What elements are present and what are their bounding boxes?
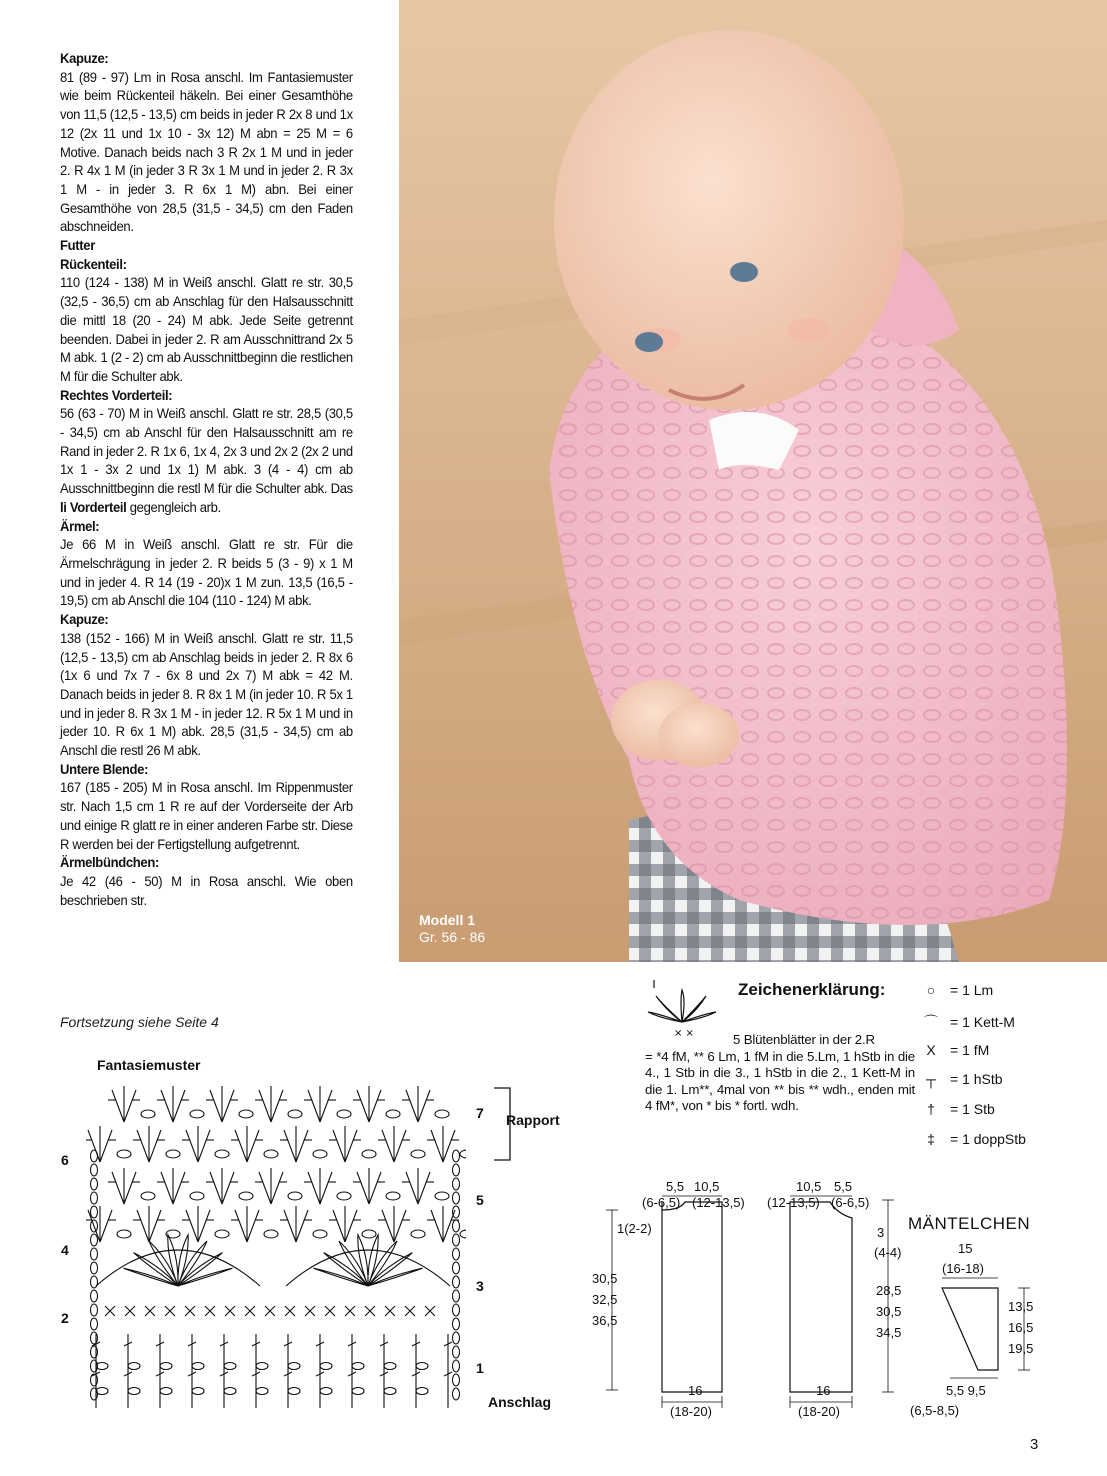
chain-stitch-mark [256, 1388, 268, 1395]
row-number-4: 4 [61, 1242, 69, 1258]
cluster-stitch-mark [112, 1168, 136, 1204]
single-crochet-mark [105, 1306, 115, 1316]
chain-stitch-mark [362, 1150, 376, 1158]
side-chain-mark [453, 1234, 460, 1246]
section-text-vorderteil: 56 (63 - 70) M in Weiß anschl. Glatt re str. 28,5 (30,5 - 34,5) cm ab Anschl für den Halsausschnitt am re Rand in jeder 2. R 1x 6, 1x 4, 2x 3 und 2x 2 (2x 2 und 1x 1 - 3x 2 und 1x 1) M abk. 3 (4 - 4) cm ab Ausschnittbeginn die restl M für die Schulter abk. Das li Vorderteil gegengleich arb. [60, 406, 353, 515]
section-text-aermel: Je 66 M in Weiß anschl. Glatt re str. Für die Ärmelschrägung in jeder 2. R beids 5 (3 - 9) x 1 M und in jeder 4. R 14 (19 - 20)x 1 M zun. 13,5 (16,5 - 19,5) cm ab Anschl die 104 (110 - 124) M abk. [60, 537, 353, 609]
row-number-6: 6 [61, 1152, 69, 1168]
cluster-stitch-mark [333, 1126, 357, 1162]
legend-item-chain: ○ = 1 Lm [922, 982, 993, 998]
chain-stitch-mark [224, 1388, 236, 1395]
section-heading-aermelbuendchen: Ärmelbündchen: [60, 855, 159, 871]
side-chain-mark [453, 1220, 460, 1232]
cluster-stitch-mark [406, 1168, 430, 1204]
cluster-stitch-mark [357, 1168, 381, 1204]
back-bottom-measure: 16 [688, 1383, 703, 1398]
treble-crochet-icon: ‡ [927, 1131, 935, 1147]
crochet-chart [86, 1076, 466, 1416]
cluster-stitch-mark [137, 1206, 161, 1242]
chain-stitch-mark [288, 1363, 300, 1370]
chain-stitch-mark [460, 1150, 466, 1158]
cluster-stitch-mark [333, 1206, 357, 1242]
front-height-3: 34,5 [876, 1325, 902, 1340]
chain-stitch-mark [460, 1230, 466, 1238]
page-number: 3 [1030, 1436, 1039, 1453]
legend-item-single-crochet: X = 1 fM [922, 1042, 989, 1058]
cluster-stitch-mark [235, 1126, 259, 1162]
back-height-1: 30,5 [592, 1271, 618, 1286]
front-neck-measure: 3 [877, 1225, 885, 1240]
cluster-stitch-mark [186, 1126, 210, 1162]
single-crochet-mark [345, 1306, 355, 1316]
side-chain-mark [453, 1150, 460, 1162]
side-chain-mark [453, 1374, 460, 1386]
chain-stitch-mark [288, 1110, 302, 1118]
single-crochet-mark [405, 1306, 415, 1316]
chain-icon: ○ [926, 982, 936, 998]
single-crochet-mark [185, 1306, 195, 1316]
chain-stitch-mark [313, 1230, 327, 1238]
side-chain-mark [453, 1192, 460, 1204]
cluster-stitch-mark [112, 1086, 136, 1122]
row-number-2: 2 [61, 1310, 69, 1326]
schematic-title: MÄNTELCHEN [908, 1214, 1031, 1233]
legend-item-slip-stitch: ⌒ = 1 Kett-M [924, 1014, 1015, 1030]
section-heading-kapuze-futter: Kapuze: [60, 612, 109, 628]
chain-stitch-mark [337, 1192, 351, 1200]
sleeve-bottom-measure: 5,5 9,5 [946, 1383, 986, 1398]
single-crochet-mark [265, 1306, 275, 1316]
back-height-3: 36,5 [592, 1313, 618, 1328]
side-chain-mark [453, 1388, 460, 1400]
chain-stitch-mark [362, 1230, 376, 1238]
chain-stitch-mark [411, 1230, 425, 1238]
chain-stitch-mark [264, 1150, 278, 1158]
cluster-stitch-mark [88, 1206, 112, 1242]
single-crochet-mark [205, 1306, 215, 1316]
side-chain-mark [91, 1304, 98, 1316]
sleeve-outline [942, 1288, 998, 1370]
cluster-stitch-mark [235, 1206, 259, 1242]
chain-stitch-mark [384, 1388, 396, 1395]
side-chain-mark [91, 1248, 98, 1260]
side-chain-mark [91, 1262, 98, 1274]
front-top-left-measure: 10,5 [796, 1179, 822, 1194]
chain-stitch-mark [190, 1110, 204, 1118]
cluster-stitch-mark [259, 1168, 283, 1204]
single-crochet-mark [425, 1306, 435, 1316]
double-crochet-icon: † [927, 1101, 935, 1117]
side-chain-mark [453, 1206, 460, 1218]
side-chain-mark [91, 1178, 98, 1190]
front-top-left-sizes: (12-13,5) [767, 1195, 820, 1210]
back-top-right-measure: 10,5 [694, 1179, 720, 1194]
section-heading-untere-blende: Untere Blende: [60, 761, 149, 777]
chain-stitch-mark [192, 1388, 204, 1395]
side-chain-mark [91, 1164, 98, 1176]
front-neck-sizes: (4-4) [874, 1245, 902, 1260]
chain-stitch-mark [337, 1110, 351, 1118]
petal-explanation: 5 Blütenblätter in der 2.R = *4 fM, ** 6 Lm, 1 fM in die 5.Lm, 1 hStb in die 4., 1 Stb in die 3., 1 hStb in die 2., 1 Kett-M in die 1. Lm**, 4mal von ** bis ** wdh., enden mit 4 fM*, von * bis * fortl. wdh. [645, 1032, 915, 1113]
chart-title: Fantasiemuster [97, 1057, 201, 1073]
chain-stitch-mark [224, 1363, 236, 1370]
legend-item-treble-crochet: ‡ = 1 doppStb [922, 1131, 1026, 1147]
back-piece-outline [662, 1202, 722, 1392]
chain-stitch-mark [288, 1192, 302, 1200]
chain-stitch-mark [128, 1388, 140, 1395]
section-heading-aermel: Ärmel: [60, 518, 100, 534]
chain-stitch-mark [411, 1150, 425, 1158]
chain-stitch-mark [320, 1388, 332, 1395]
side-chain-mark [91, 1206, 98, 1218]
side-chain-mark [453, 1304, 460, 1316]
baby-photo [399, 0, 1107, 962]
side-chain-mark [453, 1332, 460, 1344]
side-chain-mark [453, 1346, 460, 1358]
front-height-1: 28,5 [876, 1283, 902, 1298]
side-chain-mark [91, 1234, 98, 1246]
sleeve-top-sizes: (16-18) [942, 1261, 984, 1276]
rapport-label: Rapport [506, 1112, 560, 1128]
section-text-rueckenteil: 110 (124 - 138) M in Weiß anschl. Glatt re str. 30,5 (32,5 - 36,5) cm ab Anschlag für den Halsausschnitt die mittl 18 (20 - 24) M abk. Jede Seite getrennt beenden. Dabei in jeder 2. R am Ausschnittrand 2x 5 M abk. 1 (2 - 2) cm ab Ausschnittbeginn die restlichen M für die Schulter abk. [60, 275, 353, 384]
side-chain-mark [453, 1360, 460, 1372]
section-text-untere-blende: 167 (185 - 205) M in Rosa anschl. Im Rippenmuster str. Nach 1,5 cm 1 R re auf der Vorderseite der Arb und einige R glatt re in einer anderen Farbe str. Diese R werden bei der Fertigstellung aufgetrennt. [60, 780, 353, 852]
side-chain-mark [453, 1178, 460, 1190]
row-number-7: 7 [476, 1105, 484, 1121]
side-chain-mark [91, 1150, 98, 1162]
single-crochet-mark [325, 1306, 335, 1316]
back-bottom-sizes: (18-20) [670, 1404, 712, 1419]
cluster-stitch-mark [161, 1168, 185, 1204]
chain-stitch-mark [166, 1150, 180, 1158]
back-top-left-measure: 5,5 [666, 1179, 685, 1194]
petal-mark [178, 1235, 188, 1286]
single-crochet-mark [385, 1306, 395, 1316]
cluster-stitch-mark [259, 1086, 283, 1122]
chain-stitch-mark [128, 1363, 140, 1370]
side-chain-mark [453, 1262, 460, 1274]
back-neck-measure: 1(2-2) [617, 1221, 652, 1236]
front-top-right-measure: 5,5 [834, 1179, 853, 1194]
single-crochet-icon: X [926, 1042, 936, 1058]
cluster-stitch-mark [137, 1126, 161, 1162]
cluster-stitch-mark [431, 1126, 455, 1162]
chain-stitch-mark [386, 1192, 400, 1200]
cluster-stitch-mark [161, 1086, 185, 1122]
chain-stitch-mark [192, 1363, 204, 1370]
model-title: Modell 1 [419, 912, 476, 928]
cluster-stitch-mark [308, 1086, 332, 1122]
row-number-3: 3 [476, 1278, 484, 1294]
chain-stitch-mark [160, 1363, 172, 1370]
single-crochet-mark [225, 1306, 235, 1316]
chain-stitch-mark [416, 1363, 428, 1370]
bold-text-li-vorderteil: li Vorderteil [60, 499, 127, 515]
sleeve-height-2: 16,5 [1008, 1320, 1034, 1335]
legend-title: Zeichenerklärung: [738, 980, 886, 999]
cluster-stitch-mark [284, 1206, 308, 1242]
sleeve-height-3: 19,5 [1008, 1341, 1034, 1356]
chain-stitch-mark [288, 1388, 300, 1395]
slip-stitch-icon: ⌒ [924, 1014, 938, 1030]
cluster-stitch-mark [382, 1206, 406, 1242]
chain-stitch-mark [386, 1110, 400, 1118]
front-bottom-measure: 16 [816, 1383, 831, 1398]
side-chain-mark [91, 1290, 98, 1302]
section-heading-futter: Futter [60, 238, 95, 254]
section-heading-vorderteil: Rechtes Vorderteil: [60, 387, 173, 403]
chain-stitch-mark [160, 1388, 172, 1395]
svg-text:× ×: × × [674, 1028, 694, 1038]
chain-stitch-mark [352, 1363, 364, 1370]
front-bottom-sizes: (18-20) [798, 1404, 840, 1419]
half-double-icon: ┬ [926, 1071, 936, 1087]
back-height-2: 32,5 [592, 1292, 618, 1307]
model-sizes: Gr. 56 - 86 [419, 929, 486, 945]
section-heading-kapuze: Kapuze: [60, 51, 109, 66]
single-crochet-mark [125, 1306, 135, 1316]
sleeve-bottom-sizes: (6,5-8,5) [910, 1403, 960, 1418]
cluster-stitch-mark [284, 1126, 308, 1162]
chain-stitch-mark [215, 1150, 229, 1158]
side-chain-mark [453, 1276, 460, 1288]
cluster-stitch-mark [88, 1126, 112, 1162]
front-height-2: 30,5 [876, 1304, 902, 1319]
anschlag-label: Anschlag [488, 1394, 552, 1410]
cluster-stitch-mark [210, 1086, 234, 1122]
section-text-aermelbuendchen: Je 42 (46 - 50) M in Rosa anschl. Wie oben beschrieben str. [60, 873, 353, 908]
front-piece-outline [790, 1202, 852, 1392]
row-number-1: 1 [476, 1360, 484, 1376]
chain-stitch-mark [320, 1363, 332, 1370]
side-chain-mark [453, 1164, 460, 1176]
petal-mark [168, 1235, 178, 1286]
back-top-left-sizes: (6-6,5) [642, 1195, 681, 1210]
side-chain-mark [453, 1248, 460, 1260]
legend-item-half-double: ┬ = 1 hStb [922, 1071, 1003, 1087]
front-top-right-sizes: (6-6,5) [831, 1195, 870, 1210]
instruction-text-column [60, 50, 353, 910]
side-chain-mark [453, 1290, 460, 1302]
single-crochet-mark [245, 1306, 255, 1316]
single-crochet-mark [365, 1306, 375, 1316]
chain-stitch-mark [435, 1110, 449, 1118]
petal-mark [358, 1235, 368, 1286]
petal-flower-icon [640, 978, 720, 1038]
chain-stitch-mark [435, 1192, 449, 1200]
cluster-stitch-mark [406, 1086, 430, 1122]
legend-item-double-crochet: † = 1 Stb [922, 1101, 995, 1117]
chain-stitch-mark [239, 1110, 253, 1118]
cluster-stitch-mark [431, 1206, 455, 1242]
cluster-stitch-mark [210, 1168, 234, 1204]
chain-stitch-mark [215, 1230, 229, 1238]
chain-stitch-mark [117, 1150, 131, 1158]
chain-stitch-mark [256, 1363, 268, 1370]
petal-mark [368, 1235, 378, 1286]
cluster-stitch-mark [186, 1206, 210, 1242]
chain-stitch-mark [313, 1150, 327, 1158]
cluster-stitch-mark [357, 1086, 381, 1122]
section-text-kapuze-futter: 138 (152 - 166) M in Weiß anschl. Glatt re str. 11,5 (12,5 - 13,5) cm ab Anschlag beids in jeder 2. R 8x 6 (1x 6 und 7x 7 - 6x 8 und 2x 7) M abk = 42 M. Danach beids in jeder 8. R 8x 1 M (in jeder 10. R 5x 1 und in jeder 8. R 3x 1 M - in jeder 12. R 5x 1 M und in jeder 10. R 6x 1 M) abk. 28,5 (31,5 - 34,5) cm ab Anschl die restl 26 M abk. [60, 630, 353, 759]
single-crochet-mark [145, 1306, 155, 1316]
chain-stitch-mark [117, 1230, 131, 1238]
sleeve-height-1: 13,5 [1008, 1299, 1034, 1314]
cluster-stitch-mark [382, 1126, 406, 1162]
chain-stitch-mark [190, 1192, 204, 1200]
chain-stitch-mark [141, 1192, 155, 1200]
chain-stitch-mark [239, 1192, 253, 1200]
section-heading-rueckenteil: Rückenteil: [60, 256, 127, 272]
baby-photo-illustration [399, 0, 1107, 962]
back-top-right-sizes: (12-13,5) [692, 1195, 745, 1210]
side-chain-mark [91, 1276, 98, 1288]
section-text-kapuze: 81 (89 - 97) Lm in Rosa anschl. Im Fantasiemuster wie beim Rückenteil häkeln. Bei einer Gesamthöhe von 11,5 (12,5 - 13,5) cm beids in jeder R 2x 8 und 1x 12 (2x 11 und 1x 10 - 3x 12) M abn = 25 M = 6 Motive. Danach beids nach 3 R 2x 1 M und in jeder 2. R 4x 1 M (in jeder 3 R 3x 1 M und in jeder 2. R 3x 1 M - in jeder 3. R 6x 1 M) abn. Bei einer Gesamthöhe von 28,5 (31,5 - 34,5) cm den Faden abschneiden. [60, 69, 353, 235]
chain-stitch-mark [416, 1388, 428, 1395]
chain-stitch-mark [264, 1230, 278, 1238]
model-caption [419, 912, 485, 946]
chain-stitch-mark [384, 1363, 396, 1370]
side-chain-mark [91, 1318, 98, 1330]
chain-stitch-mark [141, 1110, 155, 1118]
chain-stitch-mark [352, 1388, 364, 1395]
continued-note: Fortsetzung siehe Seite 4 [60, 1014, 219, 1030]
single-crochet-mark [165, 1306, 175, 1316]
row-number-5: 5 [476, 1192, 484, 1208]
single-crochet-mark [285, 1306, 295, 1316]
single-crochet-mark [305, 1306, 315, 1316]
side-chain-mark [453, 1318, 460, 1330]
side-chain-mark [91, 1192, 98, 1204]
cluster-stitch-mark [308, 1168, 332, 1204]
sleeve-top-measure: 15 [958, 1241, 973, 1256]
